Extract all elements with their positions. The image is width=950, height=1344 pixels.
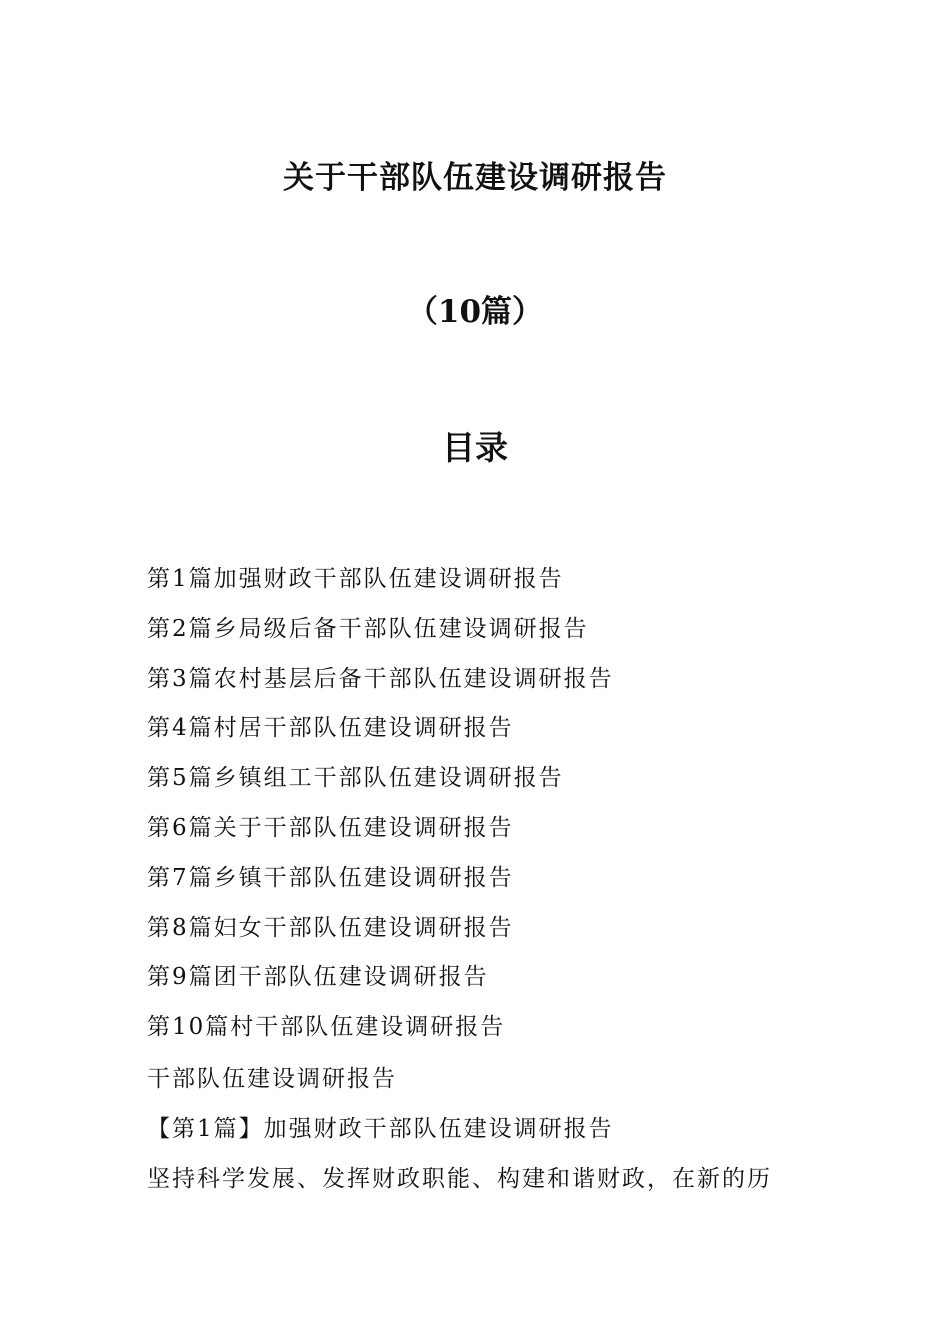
body-text	[147, 1058, 827, 1207]
toc-item: 第3篇农村基层后备干部队伍建设调研报告	[147, 665, 614, 692]
paragraph-line: 坚持科学发展、发挥财政职能、构建和谐财政，在新的历	[147, 1165, 772, 1192]
toc-item: 第4篇村居干部队伍建设调研报告	[147, 715, 514, 742]
toc-item: 第8篇妇女干部队伍建设调研报告	[147, 914, 514, 941]
section-title: 干部队伍建设调研报告	[147, 1066, 397, 1092]
document-subtitle: （10篇）	[406, 294, 544, 330]
document-title: 关于干部队伍建设调研报告	[283, 160, 667, 196]
toc-item: 第5篇乡镇组工干部队伍建设调研报告	[147, 765, 564, 792]
toc-item: 第2篇乡局级后备干部队伍建设调研报告	[147, 615, 589, 642]
toc-heading: 目录	[442, 428, 508, 467]
toc-item: 第9篇团干部队伍建设调研报告	[147, 964, 489, 991]
toc-item: 第10篇村干部队伍建设调研报告	[147, 1014, 506, 1041]
article-heading: 【第1篇】加强财政干部队伍建设调研报告	[147, 1115, 614, 1142]
toc-item: 第7篇乡镇干部队伍建设调研报告	[147, 864, 514, 891]
table-of-contents	[147, 558, 847, 1056]
toc-item: 第6篇关于干部队伍建设调研报告	[147, 814, 514, 841]
toc-item: 第1篇加强财政干部队伍建设调研报告	[147, 566, 564, 592]
